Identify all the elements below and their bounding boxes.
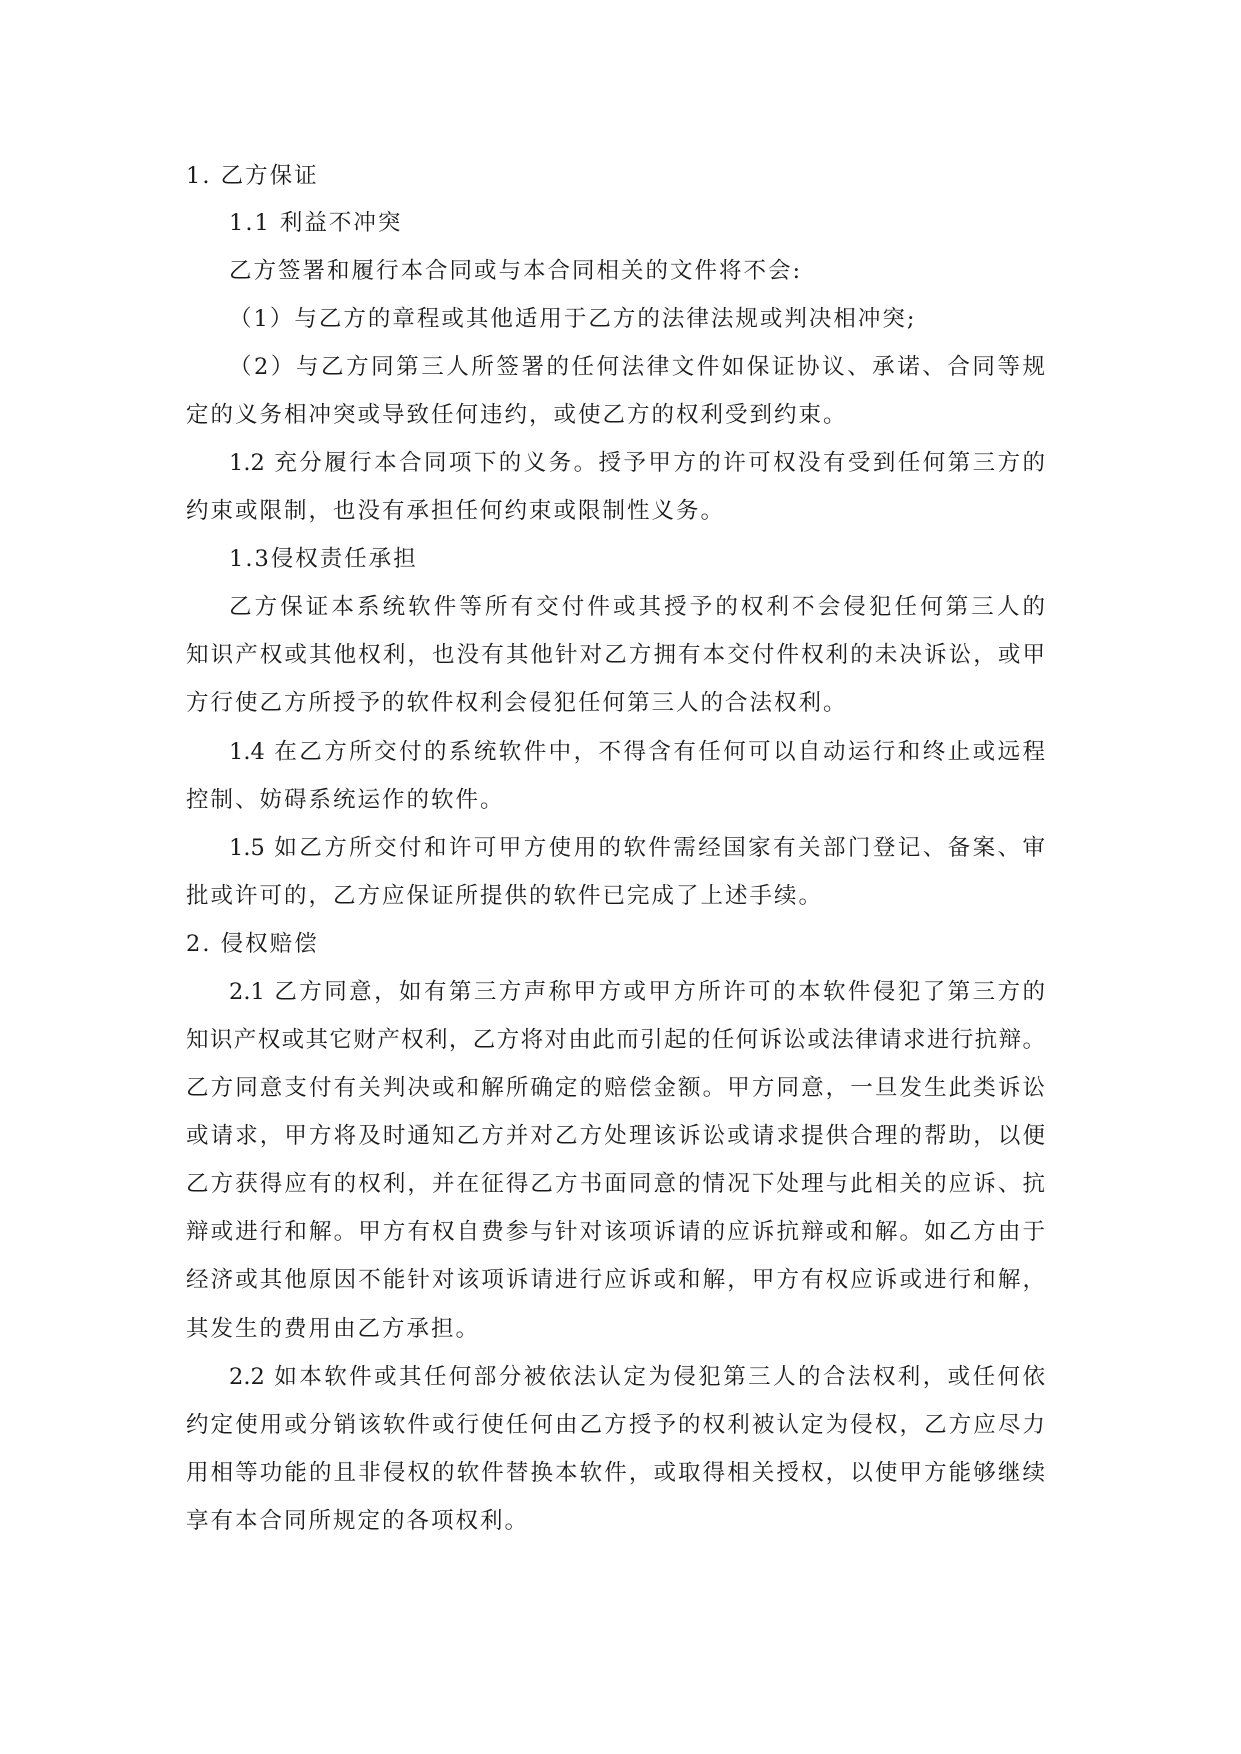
paragraph-line: 用相等功能的且非侵权的软件替换本软件，或取得相关授权，以使甲方能够继续 xyxy=(186,1460,1045,1486)
paragraph-line: 知识产权或其他权利，也没有其他针对乙方拥有本交付件权利的未决诉讼，或甲 xyxy=(186,642,1045,668)
paragraph-line: 乙方同意支付有关判决或和解所确定的赔偿金额。甲方同意，一旦发生此类诉讼 xyxy=(186,1075,1045,1101)
section-heading: 1. 乙方保证 xyxy=(186,163,319,189)
paragraph-line: 控制、妨碍系统运作的软件。 xyxy=(186,787,505,813)
paragraph-line: 知识产权或其它财产权利，乙方将对由此而引起的任何诉讼或法律请求进行抗辩。 xyxy=(186,1027,1045,1053)
paragraph-line: 其发生的费用由乙方承担。 xyxy=(186,1316,481,1342)
paragraph-line: 2.1 乙方同意，如有第三方声称甲方或甲方所许可的本软件侵犯了第三方的 xyxy=(229,979,1045,1005)
clause-heading: 1.3侵权责任承担 xyxy=(229,546,418,572)
paragraph-line: （1）与乙方的章程或其他适用于乙方的法律法规或判决相冲突; xyxy=(229,306,917,332)
paragraph-line: 享有本合同所规定的各项权利。 xyxy=(186,1508,530,1534)
paragraph-line: 2.2 如本软件或其任何部分被依法认定为侵犯第三人的合法权利，或任何依 xyxy=(229,1364,1045,1390)
section-heading: 2. 侵权赔偿 xyxy=(186,931,319,957)
paragraph-line: 或请求，甲方将及时通知乙方并对乙方处理该诉讼或请求提供合理的帮助，以便 xyxy=(186,1123,1045,1149)
paragraph-line: 乙方保证本系统软件等所有交付件或其授予的权利不会侵犯任何第三人的 xyxy=(229,594,1045,620)
paragraph-line: 乙方签署和履行本合同或与本合同相关的文件将不会: xyxy=(229,258,803,284)
paragraph-line: 辩或进行和解。甲方有权自费参与针对该项诉请的应诉抗辩或和解。如乙方由于 xyxy=(186,1219,1045,1245)
paragraph-line: 约束或限制，也没有承担任何约束或限制性义务。 xyxy=(186,498,726,524)
paragraph-line: 方行使乙方所授予的软件权利会侵犯任何第三人的合法权利。 xyxy=(186,690,848,716)
paragraph-line: 1.2 充分履行本合同项下的义务。授予甲方的许可权没有受到任何第三方的 xyxy=(229,450,1045,476)
paragraph-line: 1.4 在乙方所交付的系统软件中，不得含有任何可以自动运行和终止或远程 xyxy=(229,739,1045,765)
paragraph-line: 约定使用或分销该软件或行使任何由乙方授予的权利被认定为侵权，乙方应尽力 xyxy=(186,1412,1045,1438)
paragraph-line: 1.5 如乙方所交付和许可甲方使用的软件需经国家有关部门登记、备案、审 xyxy=(229,835,1045,861)
paragraph-line: 经济或其他原因不能针对该项诉请进行应诉或和解，甲方有权应诉或进行和解， xyxy=(186,1267,1045,1293)
paragraph-line: （2）与乙方同第三人所签署的任何法律文件如保证协议、承诺、合同等规 xyxy=(229,354,1045,380)
paragraph-line: 定的义务相冲突或导致任何违约，或使乙方的权利受到约束。 xyxy=(186,402,848,428)
clause-heading: 1.1 利益不冲突 xyxy=(229,210,403,236)
paragraph-line: 乙方获得应有的权利，并在征得乙方书面同意的情况下处理与此相关的应诉、抗 xyxy=(186,1171,1045,1197)
paragraph-line: 批或许可的，乙方应保证所提供的软件已完成了上述手续。 xyxy=(186,883,824,909)
